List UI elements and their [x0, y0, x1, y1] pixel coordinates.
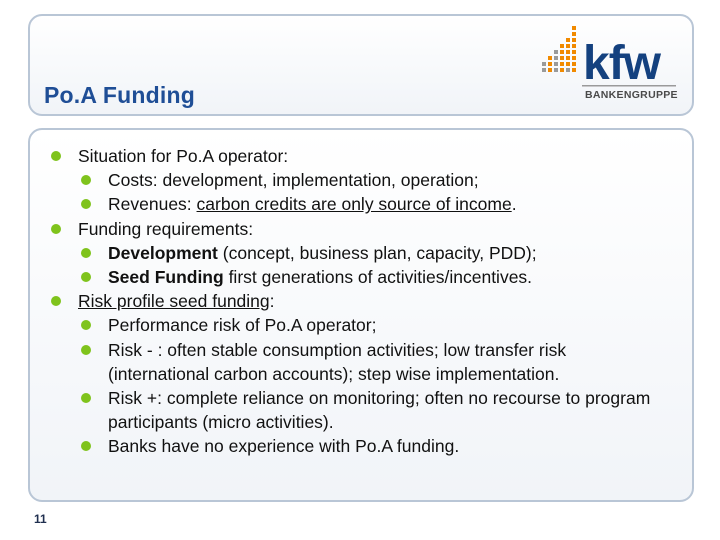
item-text-underlined: carbon credits are only source of income — [196, 194, 512, 215]
bullet-icon — [81, 175, 91, 185]
bullet-list — [48, 144, 668, 459]
item-text: Costs: development, implementation, operation; — [108, 170, 479, 191]
list-item — [48, 386, 668, 434]
item-text: . — [511, 194, 517, 215]
item-text-underlined: Risk profile seed funding — [78, 291, 270, 312]
page-number: 11 — [34, 512, 47, 526]
bullet-icon — [51, 151, 61, 161]
item-text: Situation for Po.A operator: — [78, 146, 289, 166]
item-text: : — [269, 291, 275, 312]
bullet-icon — [51, 224, 61, 234]
item-text: (concept, business plan, capacity, PDD); — [217, 242, 537, 263]
bullet-icon — [81, 248, 91, 258]
list-item — [48, 265, 668, 289]
list-item — [48, 313, 668, 337]
bullet-icon — [81, 393, 91, 403]
bullet-icon — [81, 345, 91, 355]
item-text: Revenues: — [108, 194, 197, 215]
bullet-icon — [81, 320, 91, 330]
slide-title: Po.A Funding — [44, 82, 196, 108]
bullet-icon — [81, 199, 91, 209]
logo-wordmark: kfw — [583, 37, 661, 90]
item-text: Funding requirements: — [78, 218, 254, 239]
list-item — [48, 168, 668, 192]
list-item — [48, 338, 668, 386]
logo-subtitle: BANKENGRUPPE — [585, 89, 678, 101]
list-item — [48, 241, 668, 265]
list-item — [48, 289, 668, 313]
item-text: Risk +: complete reliance on monitoring; often no recourse to program participants (micro activities). — [108, 388, 651, 433]
list-item — [48, 144, 668, 168]
item-text-bold: Seed Funding — [108, 267, 224, 288]
item-text-bold: Development — [108, 242, 218, 263]
item-text: first generations of activities/incentives. — [223, 267, 533, 288]
item-text: Performance risk of Po.A operator; — [108, 315, 377, 336]
bullet-icon — [81, 441, 91, 451]
bullet-icon — [51, 296, 61, 306]
item-text: Risk - : often stable consumption activities; low transfer risk (international carbon accounts); step wise implementation. — [108, 339, 567, 384]
bullet-icon — [81, 272, 91, 282]
item-text: Banks have no experience with Po.A funding. — [108, 436, 460, 457]
list-item — [48, 217, 668, 241]
list-item — [48, 192, 668, 216]
list-item — [48, 434, 668, 458]
